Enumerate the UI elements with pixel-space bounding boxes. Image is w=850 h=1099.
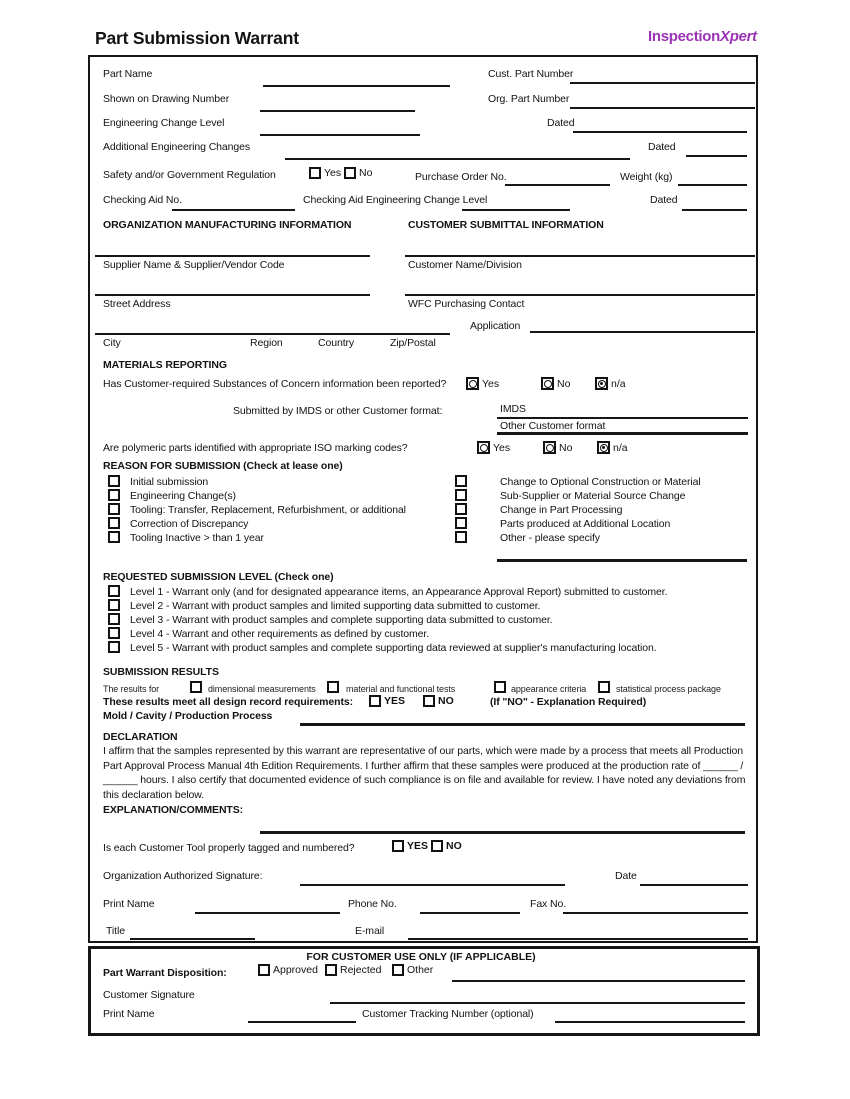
- results-yes-checkbox[interactable]: [369, 695, 405, 707]
- tracking-label: Customer Tracking Number (optional): [362, 1008, 534, 1020]
- other-specify-field[interactable]: [497, 559, 747, 562]
- imds-label: IMDS: [500, 403, 526, 415]
- dated-label-3: Dated: [650, 194, 678, 206]
- radio-icon: [477, 441, 490, 454]
- checkbox-icon: [598, 681, 610, 693]
- radio-icon: [597, 441, 610, 454]
- explanation-heading: EXPLANATION/COMMENTS:: [103, 804, 244, 816]
- safety-no-checkbox[interactable]: [344, 167, 372, 179]
- checkbox-icon: [108, 585, 120, 597]
- substances-na-radio[interactable]: [595, 377, 626, 390]
- results-check-dimensional[interactable]: [190, 681, 202, 693]
- print-name-label: Print Name: [103, 898, 155, 910]
- email-field[interactable]: [408, 938, 748, 940]
- safety-yes-checkbox[interactable]: [309, 167, 341, 179]
- dated-field-3[interactable]: [682, 209, 747, 211]
- application-field[interactable]: [530, 331, 755, 333]
- street-address-field[interactable]: [95, 294, 370, 296]
- other-format-label: Other Customer format: [500, 420, 606, 432]
- reason-label-right-3: Parts produced at Additional Location: [500, 518, 671, 530]
- reason-checkbox-left-0[interactable]: [108, 475, 120, 487]
- radio-label: No: [559, 441, 573, 454]
- checkbox-label: YES: [384, 695, 406, 707]
- title-field[interactable]: [130, 938, 255, 940]
- substances-yes-radio[interactable]: [466, 377, 499, 390]
- results-for-label: The results for: [103, 684, 160, 694]
- checkbox-icon: [344, 167, 356, 179]
- reason-checkbox-right-1[interactable]: [455, 489, 467, 501]
- reason-label-left-0: Initial submission: [130, 476, 209, 488]
- checkbox-label: No: [359, 167, 373, 179]
- org-info-heading: ORGANIZATION MANUFACTURING INFORMATION: [103, 219, 352, 231]
- materials-heading: MATERIALS REPORTING: [103, 359, 227, 371]
- mold-cavity-field[interactable]: [300, 723, 745, 726]
- checkbox-icon: [108, 613, 120, 625]
- reason-checkbox-left-4[interactable]: [108, 531, 120, 543]
- checkbox-icon: [455, 489, 467, 501]
- reason-label-left-2: Tooling: Transfer, Replacement, Refurbishment, or additional: [130, 504, 406, 516]
- meet-requirements-label: These results meet all design record requirements:: [103, 696, 354, 708]
- city-label: City: [103, 337, 121, 349]
- disposition-field[interactable]: [452, 980, 745, 982]
- checkbox-icon: [431, 840, 443, 852]
- authorized-signature-field[interactable]: [300, 884, 565, 886]
- other-format-field[interactable]: [497, 432, 748, 435]
- date-label: Date: [615, 870, 637, 882]
- checkbox-label: NO: [446, 840, 462, 852]
- cust-part-number-field[interactable]: [570, 82, 755, 84]
- supplier-name-label: Supplier Name & Supplier/Vendor Code: [103, 259, 285, 271]
- checkbox-icon: [369, 695, 381, 707]
- org-part-number-label: Org. Part Number: [488, 93, 570, 105]
- checkbox-icon: [392, 840, 404, 852]
- checkbox-icon: [258, 964, 270, 976]
- reason-checkbox-left-2[interactable]: [108, 503, 120, 515]
- level-label-2: Level 3 - Warrant with product samples and complete supporting data submitted to customer.: [130, 614, 553, 626]
- page-title: Part Submission Warrant: [95, 28, 299, 48]
- reason-label-left-1: Engineering Change(s): [130, 490, 236, 502]
- other-checkbox[interactable]: [392, 964, 433, 976]
- checkbox-icon: [392, 964, 404, 976]
- reason-checkbox-left-1[interactable]: [108, 489, 120, 501]
- checkbox-icon: [190, 681, 202, 693]
- reason-checkbox-right-0[interactable]: [455, 475, 467, 487]
- reason-label-right-1: Sub-Supplier or Material Source Change: [500, 490, 686, 502]
- wfc-contact-label: WFC Purchasing Contact: [408, 298, 525, 310]
- checkbox-icon: [327, 681, 339, 693]
- additional-eng-changes-field[interactable]: [285, 158, 630, 160]
- cust-part-number-label: Cust. Part Number: [488, 68, 574, 80]
- wfc-contact-field[interactable]: [405, 294, 755, 296]
- radio-icon: [543, 441, 556, 454]
- customer-info-heading: CUSTOMER SUBMITTAL INFORMATION: [408, 219, 604, 231]
- level-checkbox-2[interactable]: [108, 613, 120, 625]
- radio-label: Yes: [482, 377, 500, 390]
- reason-label-left-3: Correction of Discrepancy: [130, 518, 249, 530]
- results-check-label-1: material and functional tests: [346, 684, 456, 694]
- checking-aid-no-field[interactable]: [172, 209, 295, 211]
- radio-label: n/a: [611, 377, 626, 390]
- checking-aid-ecl-field[interactable]: [462, 209, 570, 211]
- print-name-field[interactable]: [195, 912, 340, 914]
- customer-signature-field[interactable]: [330, 1002, 745, 1004]
- submission-level-heading: REQUESTED SUBMISSION LEVEL (Check one): [103, 571, 334, 583]
- purchase-order-label: Purchase Order No.: [415, 171, 507, 183]
- region-label: Region: [250, 337, 283, 349]
- level-checkbox-0[interactable]: [108, 585, 120, 597]
- tool-yes-checkbox[interactable]: [392, 840, 428, 852]
- substances-question: Has Customer-required Substances of Concern information been reported?: [103, 378, 447, 390]
- dated-label-2: Dated: [648, 141, 676, 153]
- radio-icon: [595, 377, 608, 390]
- title-label: Title: [106, 925, 125, 937]
- tool-no-checkbox[interactable]: [431, 840, 462, 852]
- customer-print-name-field[interactable]: [248, 1021, 356, 1023]
- checkbox-icon: [108, 531, 120, 543]
- checkbox-icon: [108, 517, 120, 529]
- weight-label: Weight (kg): [620, 171, 673, 183]
- city-region-field[interactable]: [95, 333, 450, 335]
- street-address-label: Street Address: [103, 298, 171, 310]
- radio-label: n/a: [613, 441, 628, 454]
- declaration-heading: DECLARATION: [103, 731, 178, 743]
- declaration-text: I affirm that the samples represented by this warrant are representative of our parts, which were made by a process that meets all Production Part Approval Process Manual 4th Edition Requirements. I further affirm that these samples were produced at the production rate of ______ / ______ hours. I also certify that documented evidence of such compliance is on file and available for review. I have noted any deviations from this declaration below.: [103, 745, 746, 801]
- safety-regulation-label: Safety and/or Government Regulation: [103, 169, 276, 181]
- polymeric-yes-radio[interactable]: [477, 441, 510, 454]
- checkbox-icon: [108, 489, 120, 501]
- weight-field[interactable]: [678, 184, 747, 186]
- application-label: Application: [470, 320, 521, 332]
- explanation-field[interactable]: [260, 831, 745, 834]
- radio-label: No: [557, 377, 571, 390]
- checkbox-icon: [423, 695, 435, 707]
- polymeric-question: Are polymeric parts identified with appropriate ISO marking codes?: [103, 442, 408, 454]
- checkbox-icon: [309, 167, 321, 179]
- checkbox-icon: [108, 627, 120, 639]
- reason-checkbox-right-4[interactable]: [455, 531, 467, 543]
- checkbox-label: Rejected: [340, 964, 382, 976]
- level-checkbox-3[interactable]: [108, 627, 120, 639]
- phone-field[interactable]: [420, 912, 520, 914]
- results-heading: SUBMISSION RESULTS: [103, 666, 219, 678]
- customer-name-field[interactable]: [405, 255, 755, 257]
- reason-label-right-0: Change to Optional Construction or Material: [500, 476, 701, 488]
- org-part-number-field[interactable]: [570, 107, 755, 109]
- disposition-label: Part Warrant Disposition:: [103, 967, 227, 979]
- reason-heading: REASON FOR SUBMISSION (Check at lease one): [103, 460, 343, 472]
- radio-icon: [466, 377, 479, 390]
- checkbox-icon: [108, 599, 120, 611]
- drawing-number-field[interactable]: [260, 110, 415, 112]
- date-field[interactable]: [640, 884, 748, 886]
- eng-change-level-field[interactable]: [260, 134, 420, 136]
- dated-field-2[interactable]: [686, 155, 747, 157]
- results-check-label-3: statistical process package: [616, 684, 721, 694]
- radio-label: Yes: [493, 441, 511, 454]
- approved-checkbox[interactable]: [258, 964, 318, 976]
- reason-checkbox-left-3[interactable]: [108, 517, 120, 529]
- checkbox-label: Other: [407, 964, 434, 976]
- checkbox-icon: [455, 475, 467, 487]
- purchase-order-field[interactable]: [505, 184, 610, 186]
- part-name-label: Part Name: [103, 68, 153, 80]
- part-name-field[interactable]: [263, 85, 450, 87]
- radio-icon: [541, 377, 554, 390]
- email-label: E-mail: [355, 925, 385, 937]
- submitted-by-label: Submitted by IMDS or other Customer format:: [233, 405, 443, 417]
- logo-text-1: Inspection: [648, 28, 721, 45]
- checkbox-label: Approved: [273, 964, 318, 976]
- substances-no-radio[interactable]: [541, 377, 570, 390]
- rejected-checkbox[interactable]: [325, 964, 381, 976]
- fax-label: Fax No.: [530, 898, 567, 910]
- reason-checkbox-right-3[interactable]: [455, 517, 467, 529]
- results-check-material[interactable]: [327, 681, 339, 693]
- dated-label-1: Dated: [547, 117, 575, 129]
- customer-print-name-label: Print Name: [103, 1008, 155, 1020]
- imds-field[interactable]: [497, 417, 748, 419]
- level-label-1: Level 2 - Warrant with product samples and limited supporting data submitted to customer.: [130, 600, 541, 612]
- tracking-field[interactable]: [555, 1021, 745, 1023]
- checkbox-label: YES: [407, 840, 429, 852]
- checkbox-label: Yes: [324, 167, 342, 179]
- checkbox-label: NO: [438, 695, 454, 707]
- tool-question: Is each Customer Tool properly tagged and numbered?: [103, 842, 355, 854]
- reason-label-right-2: Change in Part Processing: [500, 504, 623, 516]
- results-check-appearance[interactable]: [494, 681, 506, 693]
- dated-field-1[interactable]: [573, 131, 747, 133]
- checkbox-icon: [494, 681, 506, 693]
- polymeric-na-radio[interactable]: [597, 441, 628, 454]
- customer-name-label: Customer Name/Division: [408, 259, 522, 271]
- checkbox-icon: [108, 641, 120, 653]
- zip-postal-label: Zip/Postal: [390, 337, 436, 349]
- logo-text-2: Xpert: [720, 28, 757, 45]
- authorized-signature-label: Organization Authorized Signature:: [103, 870, 263, 882]
- reason-label-left-4: Tooling Inactive > than 1 year: [130, 532, 264, 544]
- level-label-3: Level 4 - Warrant and other requirements as defined by customer.: [130, 628, 430, 640]
- checking-aid-ecl-label: Checking Aid Engineering Change Level: [303, 194, 488, 206]
- drawing-number-label: Shown on Drawing Number: [103, 93, 230, 105]
- results-check-label-0: dimensional measurements: [208, 684, 316, 694]
- customer-signature-label: Customer Signature: [103, 989, 195, 1001]
- mold-cavity-label: Mold / Cavity / Production Process: [103, 710, 273, 722]
- checkbox-icon: [325, 964, 337, 976]
- level-checkbox-4[interactable]: [108, 641, 120, 653]
- customer-use-heading: FOR CUSTOMER USE ONLY (IF APPLICABLE): [306, 951, 536, 963]
- inspectionxpert-logo: [648, 28, 757, 45]
- country-label: Country: [318, 337, 355, 349]
- checkbox-icon: [108, 503, 120, 515]
- additional-eng-changes-label: Additional Engineering Changes: [103, 141, 251, 153]
- checkbox-icon: [108, 475, 120, 487]
- results-check-label-2: appearance criteria: [511, 684, 587, 694]
- polymeric-no-radio[interactable]: [543, 441, 572, 454]
- checkbox-icon: [455, 517, 467, 529]
- checking-aid-no-label: Checking Aid No.: [103, 194, 182, 206]
- eng-change-level-label: Engineering Change Level: [103, 117, 225, 129]
- checkbox-icon: [455, 503, 467, 515]
- supplier-name-field[interactable]: [95, 255, 370, 257]
- if-no-label: (If "NO" - Explanation Required): [490, 696, 647, 708]
- checkbox-icon: [455, 531, 467, 543]
- results-check-statistical[interactable]: [598, 681, 610, 693]
- level-checkbox-1[interactable]: [108, 599, 120, 611]
- results-no-checkbox[interactable]: [423, 695, 454, 707]
- reason-checkbox-right-2[interactable]: [455, 503, 467, 515]
- fax-field[interactable]: [563, 912, 748, 914]
- reason-label-right-4: Other - please specify: [500, 532, 600, 544]
- level-label-0: Level 1 - Warrant only (and for designated appearance items, an Appearance Approval Report) submitted to customer.: [130, 586, 668, 598]
- level-label-4: Level 5 - Warrant with product samples and complete supporting data reviewed at supplier's manufacturing location.: [130, 642, 657, 654]
- phone-label: Phone No.: [348, 898, 397, 910]
